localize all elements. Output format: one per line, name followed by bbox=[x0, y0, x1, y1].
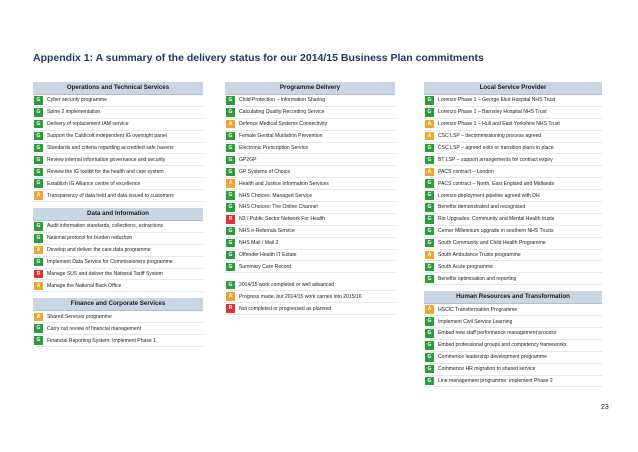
rag-status-badge: R bbox=[226, 215, 235, 224]
commitment-label: Audit information standards, collections, extractions bbox=[47, 223, 164, 230]
commitment-label: Implement Data Service for Commissioners programme bbox=[47, 259, 173, 266]
commitment-label: NHS Choices: The Online Channel bbox=[239, 204, 318, 211]
rag-status-badge: G bbox=[425, 108, 434, 117]
status-row bbox=[225, 303, 395, 315]
rag-status-badge: G bbox=[226, 227, 235, 236]
commitment-label: Support the Caldicott independent IG oversight panel bbox=[47, 133, 167, 140]
status-row bbox=[424, 178, 602, 190]
status-row bbox=[424, 316, 602, 328]
status-row bbox=[225, 119, 395, 131]
status-section bbox=[225, 82, 395, 273]
rag-status-badge: G bbox=[425, 215, 434, 224]
status-row bbox=[33, 221, 203, 233]
commitment-label: HSCIC Transformation Programme bbox=[438, 306, 518, 313]
commitment-label: Manage SUS and deliver the National Tariff System bbox=[47, 271, 163, 278]
status-row bbox=[33, 95, 203, 107]
rag-status-badge: G bbox=[425, 317, 434, 326]
rag-status-badge: G bbox=[34, 108, 43, 117]
status-section bbox=[33, 208, 203, 292]
column-right bbox=[424, 82, 602, 393]
status-row bbox=[33, 143, 203, 155]
rag-status-badge: G bbox=[34, 324, 43, 333]
rag-status-badge: G bbox=[34, 179, 43, 188]
commitment-label: Calculating Quality Recording Service bbox=[239, 109, 325, 116]
rag-status-badge: G bbox=[226, 108, 235, 117]
status-row bbox=[33, 233, 203, 245]
rag-status-badge: G bbox=[34, 144, 43, 153]
section-header: Operations and Technical Services bbox=[33, 82, 203, 95]
rag-status-badge: A bbox=[34, 191, 43, 200]
status-row bbox=[225, 154, 395, 166]
commitment-label: Lorenzo Phase 1 – George Eliot Hospital NHS Trust bbox=[438, 97, 556, 104]
rag-status-badge: G bbox=[425, 191, 434, 200]
status-row bbox=[225, 190, 395, 202]
commitment-label: Cyber security programme bbox=[47, 97, 108, 104]
section-header: Finance and Corporate Services bbox=[33, 298, 203, 311]
rag-status-badge: G bbox=[226, 281, 235, 290]
rag-status-badge: G bbox=[425, 275, 434, 284]
rag-status-badge: A bbox=[226, 292, 235, 301]
section-header: Data and Information bbox=[33, 208, 203, 221]
status-row bbox=[424, 166, 602, 178]
status-row bbox=[424, 340, 602, 352]
commitment-label: Health and Justice Information Services bbox=[239, 180, 329, 187]
commitment-label: NHS Mail / Mail 2 bbox=[239, 240, 279, 247]
status-row bbox=[225, 131, 395, 143]
rag-status-badge: A bbox=[226, 179, 235, 188]
commitment-label: Establish IG Alliance centre of excellence bbox=[47, 180, 141, 187]
commitment-label: Manage the National Back Office bbox=[47, 282, 122, 289]
commitment-label: Develop and deliver the care.data programme bbox=[47, 247, 151, 254]
commitment-label: Carry out review of financial management bbox=[47, 325, 141, 332]
column-middle bbox=[225, 82, 395, 321]
rag-status-badge: G bbox=[226, 251, 235, 260]
rag-status-badge: G bbox=[425, 239, 434, 248]
page-title: Appendix 1: A summary of the delivery status for our 2014/15 Business Plan commitments bbox=[33, 52, 484, 64]
status-row bbox=[424, 304, 602, 316]
commitment-label: Embed professional groups and competency frameworks bbox=[438, 342, 567, 349]
commitment-label: Lorenzo Phase 1 – Barnsley Hospital NHS Trust bbox=[438, 109, 547, 116]
rag-status-badge: A bbox=[34, 313, 43, 322]
commitment-label: Transparency of data held and data issued to customers bbox=[47, 192, 174, 199]
rag-status-badge: A bbox=[425, 168, 434, 177]
rag-status-badge: G bbox=[226, 263, 235, 272]
status-section bbox=[33, 298, 203, 347]
rag-status-badge: G bbox=[34, 96, 43, 105]
status-row bbox=[225, 202, 395, 214]
rag-status-badge: A bbox=[226, 120, 235, 129]
commitment-label: Commence leadership development programme bbox=[438, 354, 548, 361]
rag-status-badge: G bbox=[34, 258, 43, 267]
rag-status-badge: R bbox=[34, 270, 43, 279]
rag-status-badge: G bbox=[226, 203, 235, 212]
rag-status-badge: A bbox=[425, 132, 434, 141]
status-row bbox=[33, 131, 203, 143]
rag-status-badge: A bbox=[34, 246, 43, 255]
status-row bbox=[225, 226, 395, 238]
status-row bbox=[33, 335, 203, 347]
rag-status-badge: G bbox=[425, 353, 434, 362]
rag-status-badge: G bbox=[226, 96, 235, 105]
commitment-label: Financial Reporting System: Implement Phase 1 bbox=[47, 337, 157, 344]
status-row bbox=[33, 280, 203, 292]
status-row bbox=[33, 269, 203, 281]
rag-status-badge: G bbox=[226, 191, 235, 200]
status-row bbox=[225, 95, 395, 107]
rag-status-badge: A bbox=[425, 305, 434, 314]
rag-status-badge: G bbox=[226, 156, 235, 165]
status-section bbox=[225, 279, 395, 315]
status-row bbox=[424, 250, 602, 262]
status-section bbox=[424, 82, 602, 285]
status-row bbox=[424, 202, 602, 214]
commitment-label: Line management programme: implement Phase 2 bbox=[438, 378, 553, 385]
commitment-label: CSC LSP – agreed exits or transition plans in place bbox=[438, 145, 554, 151]
rag-status-badge: G bbox=[425, 365, 434, 374]
commitment-label: CSC LSP – decommissioning process agreed bbox=[438, 133, 542, 140]
rag-status-badge: A bbox=[425, 251, 434, 260]
commitment-label: Delivery of replacement IAM service bbox=[47, 121, 129, 128]
commitment-label: South Community and Child Health Programme bbox=[438, 240, 546, 247]
status-row bbox=[424, 190, 602, 202]
commitment-label: Offender Health IT Estate bbox=[239, 252, 297, 259]
status-row bbox=[424, 376, 602, 388]
status-row bbox=[225, 261, 395, 273]
commitment-label: Implement Civil Service Learning bbox=[438, 318, 513, 325]
status-row bbox=[424, 273, 602, 285]
status-row bbox=[225, 107, 395, 119]
status-row bbox=[225, 291, 395, 303]
status-row bbox=[225, 178, 395, 190]
status-row bbox=[424, 119, 602, 131]
page-number: 23 bbox=[601, 404, 609, 411]
status-row bbox=[33, 190, 203, 202]
commitment-label: South Ambulance Trusts programme bbox=[438, 252, 521, 259]
commitment-label: Embed new staff performance management process bbox=[438, 330, 557, 337]
rag-status-badge: G bbox=[425, 329, 434, 338]
commitment-label: Review the IG toolkit for the health and care system bbox=[47, 168, 164, 175]
rag-status-badge: G bbox=[425, 144, 434, 153]
rag-status-badge: G bbox=[34, 132, 43, 141]
rag-status-badge: G bbox=[425, 156, 434, 165]
commitment-label: Cerner Millennium upgrade in southern NHS Trusts bbox=[438, 228, 554, 235]
commitment-label: BT LSP – support arrangements for contract expiry bbox=[438, 156, 553, 163]
commitment-label: National protocol for burden reduction bbox=[47, 235, 133, 242]
rag-status-badge: G bbox=[34, 156, 43, 165]
status-row bbox=[424, 107, 602, 119]
status-row bbox=[33, 154, 203, 166]
rag-status-badge: A bbox=[425, 120, 434, 129]
status-row bbox=[424, 143, 602, 155]
status-row bbox=[33, 257, 203, 269]
status-row bbox=[33, 323, 203, 335]
rag-status-badge: G bbox=[34, 234, 43, 243]
status-row bbox=[225, 279, 395, 291]
commitment-label: Electronic Prescription Service bbox=[239, 145, 309, 151]
commitment-label: South Acute programme bbox=[438, 263, 493, 270]
rag-status-badge: G bbox=[425, 203, 434, 212]
status-row bbox=[225, 166, 395, 178]
rag-status-badge: G bbox=[425, 377, 434, 386]
column-left bbox=[33, 82, 203, 353]
status-row bbox=[424, 238, 602, 250]
commitment-label: Rio Upgrades: Community and Mental Health trusts bbox=[438, 216, 555, 223]
commitment-label: Standards and criteria regarding accredited safe havens bbox=[47, 145, 174, 151]
commitment-label: Summary Care Record bbox=[239, 263, 292, 270]
section-header: Local Service Provider bbox=[424, 82, 602, 95]
commitment-label: Child Protection – Information Sharing bbox=[239, 97, 326, 104]
status-row bbox=[225, 238, 395, 250]
commitment-label: PACS contract – North, East England and Midlands bbox=[438, 180, 554, 187]
rag-status-badge: A bbox=[34, 282, 43, 291]
commitment-label: Female Genital Mutilation Prevention bbox=[239, 133, 323, 140]
status-section bbox=[33, 82, 203, 202]
commitment-label: Not completed or progressed as planned bbox=[239, 305, 332, 312]
status-row bbox=[33, 311, 203, 323]
rag-status-badge: G bbox=[425, 96, 434, 105]
rag-status-badge: G bbox=[425, 179, 434, 188]
commitment-label: Commence HR migration to shared service bbox=[438, 366, 536, 373]
rag-status-badge: R bbox=[226, 304, 235, 313]
rag-status-badge: G bbox=[425, 263, 434, 272]
rag-status-badge: G bbox=[226, 239, 235, 248]
commitment-label: Progress made, but 2014/15 work carries into 2015/16 bbox=[239, 293, 362, 300]
commitment-label: Shared Services programme bbox=[47, 313, 112, 320]
commitment-label: GP2GP bbox=[239, 156, 257, 163]
status-row bbox=[33, 166, 203, 178]
rag-status-badge: G bbox=[226, 168, 235, 177]
status-row bbox=[225, 250, 395, 262]
commitment-label: PACS contract – London bbox=[438, 168, 494, 175]
status-row bbox=[424, 226, 602, 238]
status-row bbox=[424, 364, 602, 376]
commitment-label: Benefits demonstrated and recognised bbox=[438, 204, 526, 211]
status-row bbox=[424, 95, 602, 107]
status-row bbox=[424, 131, 602, 143]
commitment-label: Defence Medical Systems Connectivity bbox=[239, 121, 328, 128]
status-row bbox=[424, 214, 602, 226]
commitment-label: 2014/15 work completed or well advanced bbox=[239, 281, 335, 288]
status-row bbox=[33, 119, 203, 131]
section-header: Human Resources and Transformation bbox=[424, 291, 602, 304]
rag-status-badge: G bbox=[34, 222, 43, 231]
rag-status-badge: G bbox=[34, 168, 43, 177]
commitment-label: N3 / Public Sector Network For Health bbox=[239, 216, 326, 223]
status-row bbox=[225, 214, 395, 226]
commitment-label: Benefits optimisation and reporting bbox=[438, 275, 517, 282]
status-row bbox=[424, 154, 602, 166]
rag-status-badge: G bbox=[34, 120, 43, 129]
status-row bbox=[225, 143, 395, 155]
status-row bbox=[33, 178, 203, 190]
status-row bbox=[424, 352, 602, 364]
rag-status-badge: G bbox=[226, 144, 235, 153]
status-row bbox=[33, 107, 203, 119]
commitment-label: NHS Choices: Managed Service bbox=[239, 192, 313, 199]
rag-status-badge: G bbox=[226, 132, 235, 141]
section-header: Programme Delivery bbox=[225, 82, 395, 95]
commitment-label: GP Systems of Choice bbox=[239, 168, 291, 175]
commitment-label: NHS e-Referrals Service bbox=[239, 228, 295, 235]
commitment-label: Lorenzo Phase 1 – Hull and East Yorkshire NHS Trust bbox=[438, 121, 560, 128]
status-section bbox=[424, 291, 602, 387]
commitment-label: Spine 2 implementation bbox=[47, 109, 101, 116]
commitment-label: Lorenzo deployment pipeline agreed with DH bbox=[438, 192, 540, 199]
status-row bbox=[424, 261, 602, 273]
status-row bbox=[424, 328, 602, 340]
status-row bbox=[33, 245, 203, 257]
rag-status-badge: G bbox=[425, 341, 434, 350]
rag-status-badge: G bbox=[34, 336, 43, 345]
rag-status-badge: G bbox=[425, 227, 434, 236]
commitment-label: Review internal information governance and security bbox=[47, 156, 166, 163]
